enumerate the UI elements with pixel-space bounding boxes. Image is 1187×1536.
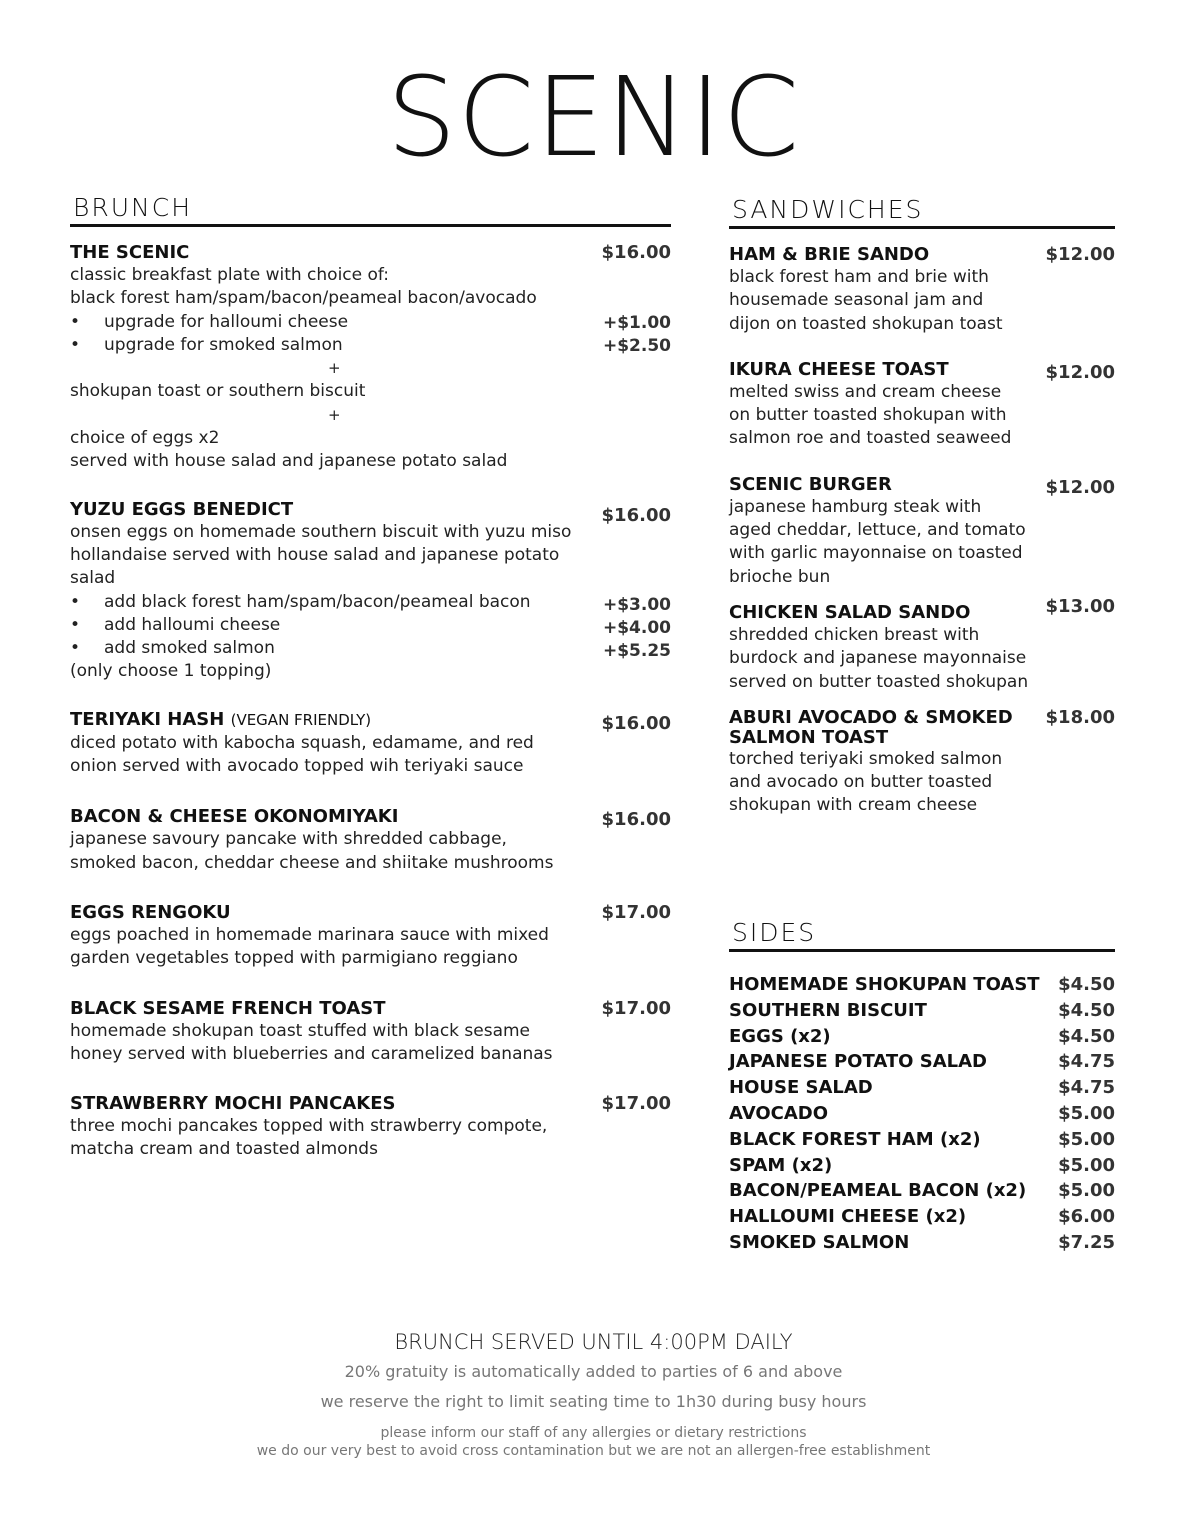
side-item — [729, 1178, 1115, 1204]
option-text: add smoked salmon — [104, 638, 275, 659]
item-price: $12.00 — [1045, 361, 1115, 383]
option-price: +$4.00 — [602, 617, 671, 638]
side-name: BLACK FOREST HAM (x2) — [729, 1128, 981, 1150]
item-desc: eggs poached in homemade marinara sauce with mixed — [70, 924, 549, 945]
side-name: HALLOUMI CHEESE (x2) — [729, 1206, 967, 1228]
item-desc: aged cheddar, lettuce, and tomato — [729, 520, 1026, 541]
option-row — [70, 614, 671, 637]
brunch-heading: BRUNCH — [70, 192, 671, 227]
side-price: $4.50 — [1058, 1025, 1115, 1047]
sides-section — [729, 917, 1115, 1256]
side-name: SMOKED SALMON — [729, 1231, 910, 1253]
restaurant-title: SCENIC — [386, 53, 801, 181]
option-price: +$3.00 — [602, 594, 671, 615]
side-item — [729, 1049, 1115, 1075]
item-desc: torched teriyaki smoked salmon — [729, 748, 1003, 769]
item-desc: matcha cream and toasted almonds — [70, 1139, 378, 1160]
menu-item-teriyaki-hash — [70, 708, 671, 779]
menu-item-black-sesame-french-toast — [70, 997, 671, 1067]
allergy-line-2: we do our very best to avoid cross contamination but we are not an allergen-free establishment — [256, 1443, 931, 1459]
item-desc: honey served with blueberries and caramelized bananas — [70, 1043, 553, 1064]
gratuity-note: 20% gratuity is automatically added to parties of 6 and above — [344, 1362, 843, 1381]
side-name: AVOCADO — [729, 1102, 829, 1124]
allergy-line-1: please inform our staff of any allergies or dietary restrictions — [380, 1425, 807, 1441]
allergy-note — [0, 1424, 1187, 1460]
option-text: upgrade for smoked salmon — [104, 334, 343, 355]
item-name: BACON & CHEESE OKONOMIYAKI — [70, 806, 399, 828]
item-name-line2: SALMON TOAST — [729, 726, 889, 748]
sides-heading: SIDES — [729, 917, 1115, 952]
option-text: add halloumi cheese — [104, 614, 281, 635]
item-desc: shokupan toast or southern biscuit — [70, 381, 366, 402]
plus-sign: + — [328, 359, 341, 378]
sides-list — [729, 972, 1115, 1256]
side-item — [729, 1075, 1115, 1101]
side-item — [729, 1153, 1115, 1179]
brunch-hours: BRUNCH SERVED UNTIL 4:00PM DAILY — [394, 1330, 793, 1354]
item-desc: salmon roe and toasted seaweed — [729, 428, 1012, 449]
menu-item-aburi-avocado-salmon-toast — [729, 708, 1115, 818]
item-price: $16.00 — [601, 809, 671, 831]
bullet: • — [70, 591, 81, 612]
option-price: +$2.50 — [602, 335, 671, 356]
menu-item-the-scenic — [70, 241, 671, 474]
side-name: SPAM (x2) — [729, 1154, 833, 1176]
side-item — [729, 1204, 1115, 1230]
seating-note: we reserve the right to limit seating time to 1h30 during busy hours — [320, 1392, 867, 1411]
sandwiches-heading: SANDWICHES — [729, 194, 1115, 229]
side-name: HOUSE SALAD — [729, 1077, 873, 1099]
side-item — [729, 1230, 1115, 1256]
bullet: • — [70, 311, 81, 332]
option-price: +$5.25 — [602, 641, 671, 662]
item-desc: diced potato with kabocha squash, edamame, and red — [70, 732, 534, 753]
menu-item-yuzu-eggs-benedict — [70, 498, 671, 684]
option-text: add black forest ham/spam/bacon/peameal bacon — [104, 591, 531, 612]
item-name: HAM & BRIE SANDO — [729, 244, 930, 265]
menu-item-chicken-salad-sando — [729, 595, 1115, 694]
option-row — [70, 591, 671, 614]
side-price: $4.50 — [1058, 999, 1115, 1021]
side-item — [729, 1024, 1115, 1050]
item-name: STRAWBERRY MOCHI PANCAKES — [70, 1093, 396, 1115]
item-name: BLACK SESAME FRENCH TOAST — [70, 997, 386, 1019]
item-price: $12.00 — [1045, 476, 1115, 498]
option-row — [70, 311, 671, 334]
item-price: $17.00 — [601, 997, 671, 1019]
side-name: SOUTHERN BISCUIT — [729, 999, 927, 1021]
item-desc: japanese savoury pancake with shredded cabbage, — [70, 829, 507, 850]
item-name: ABURI AVOCADO & SMOKED — [729, 706, 1013, 728]
item-name: CHICKEN SALAD SANDO — [729, 601, 971, 623]
menu-item-okonomiyaki — [70, 805, 671, 875]
option-row — [70, 334, 671, 357]
item-name: THE SCENIC — [70, 242, 190, 263]
side-item — [729, 972, 1115, 998]
sandwiches-section — [729, 194, 1115, 818]
item-name: YUZU EGGS BENEDICT — [70, 498, 294, 520]
side-name: HOMEMADE SHOKUPAN TOAST — [729, 974, 1040, 995]
side-price: $5.00 — [1058, 1102, 1115, 1124]
side-item — [729, 998, 1115, 1024]
item-desc: housemade seasonal jam and — [729, 290, 984, 311]
item-price: $16.00 — [601, 712, 671, 734]
item-desc: japanese hamburg steak with — [729, 496, 982, 517]
item-name: SCENIC BURGER — [729, 473, 892, 495]
item-desc: melted swiss and cream cheese — [729, 381, 1002, 402]
item-desc: choice of eggs x2 — [70, 428, 220, 449]
brunch-section — [70, 192, 671, 1162]
item-price: $17.00 — [601, 1093, 671, 1115]
option-price: +$1.00 — [602, 312, 671, 333]
item-desc: onsen eggs on homemade southern biscuit with yuzu miso — [70, 521, 572, 542]
item-price: $13.00 — [1045, 595, 1115, 617]
item-price: $16.00 — [601, 242, 671, 263]
item-desc: hollandaise served with house salad and japanese potato — [70, 544, 560, 565]
item-desc: on butter toasted shokupan with — [729, 405, 1007, 426]
side-name: BACON/PEAMEAL BACON (x2) — [729, 1180, 1027, 1202]
item-name: IKURA CHEESE TOAST — [729, 358, 949, 380]
item-name: EGGS RENGOKU — [70, 901, 231, 923]
menu-item-scenic-burger — [729, 473, 1115, 589]
side-price: $7.25 — [1058, 1231, 1115, 1253]
menu-item-strawberry-mochi-pancakes — [70, 1092, 671, 1162]
item-price: $17.00 — [601, 901, 671, 923]
item-desc: shokupan with cream cheese — [729, 795, 978, 816]
item-desc: smoked bacon, cheddar cheese and shiitake mushrooms — [70, 852, 554, 873]
side-item — [729, 1101, 1115, 1127]
side-price: $5.00 — [1058, 1128, 1115, 1150]
item-desc: homemade shokupan toast stuffed with black sesame — [70, 1020, 531, 1041]
side-price: $5.00 — [1058, 1180, 1115, 1202]
item-price: $18.00 — [1045, 706, 1115, 728]
item-desc: black forest ham/spam/bacon/peameal bacon/avocado — [70, 288, 537, 309]
side-price: $4.75 — [1058, 1077, 1115, 1099]
side-price: $6.00 — [1058, 1206, 1115, 1228]
bullet: • — [70, 614, 81, 635]
item-desc: salad — [70, 568, 116, 589]
item-desc: garden vegetables topped with parmigiano reggiano — [70, 948, 518, 969]
bullet: • — [70, 638, 81, 659]
vegan-tag: (VEGAN FRIENDLY) — [230, 710, 372, 729]
item-name — [70, 708, 671, 732]
side-price: $5.00 — [1058, 1154, 1115, 1176]
side-name: EGGS (x2) — [729, 1025, 831, 1047]
menu-item-ham-brie-sando — [729, 243, 1115, 336]
plus-sign: + — [328, 405, 341, 424]
side-name: JAPANESE POTATO SALAD — [729, 1051, 987, 1073]
item-desc: burdock and japanese mayonnaise — [729, 648, 1027, 669]
item-desc: served with house salad and japanese potato salad — [70, 451, 508, 472]
option-text: upgrade for halloumi cheese — [104, 311, 349, 332]
item-desc: onion served with avocado topped wih teriyaki sauce — [70, 756, 524, 777]
item-note: (only choose 1 topping) — [70, 661, 272, 682]
item-desc: brioche bun — [729, 566, 831, 587]
item-desc: black forest ham and brie with — [729, 267, 989, 287]
item-desc: and avocado on butter toasted — [729, 772, 993, 793]
side-item — [729, 1127, 1115, 1153]
item-price: $12.00 — [1045, 244, 1115, 265]
option-row — [70, 637, 671, 660]
item-desc: dijon on toasted shokupan toast — [729, 313, 1003, 334]
item-name-text: TERIYAKI HASH — [70, 708, 225, 730]
menu-item-ikura-cheese-toast — [729, 358, 1115, 451]
menu-item-eggs-rengoku — [70, 901, 671, 971]
item-desc: classic breakfast plate with choice of: — [70, 265, 390, 285]
item-desc: shredded chicken breast with — [729, 624, 980, 645]
side-price: $4.75 — [1058, 1051, 1115, 1073]
bullet: • — [70, 334, 81, 355]
item-desc: with garlic mayonnaise on toasted — [729, 543, 1023, 564]
side-price: $4.50 — [1058, 974, 1115, 995]
item-desc: served on butter toasted shokupan — [729, 671, 1029, 692]
item-price: $16.00 — [601, 504, 671, 526]
item-desc: three mochi pancakes topped with strawberry compote, — [70, 1116, 548, 1137]
